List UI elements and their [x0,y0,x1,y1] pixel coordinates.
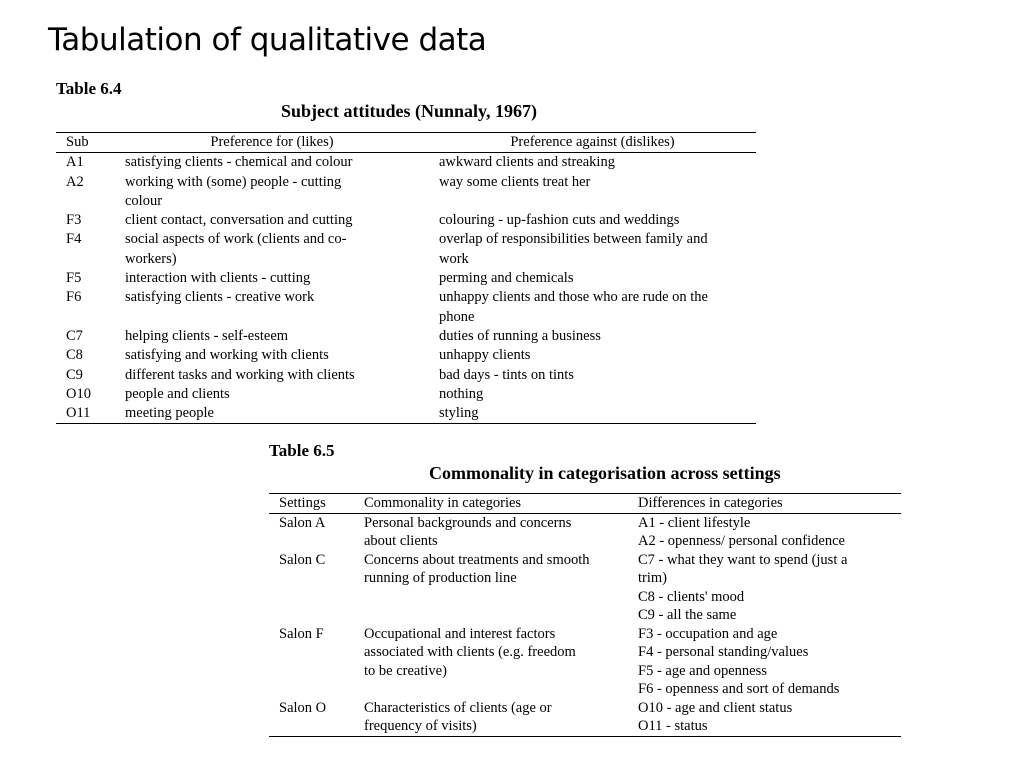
cell-line: A1 - client lifestyle [638,514,751,531]
cell-line: A2 [66,173,84,190]
cell-differences [628,551,901,625]
cell-line: styling [439,405,479,422]
cell-line: interaction with clients - cutting [125,270,311,287]
cell-line: duties of running a business [439,327,601,344]
cell-subject [56,346,115,365]
cell-line: nothing [439,385,484,402]
cell-line: C9 [66,366,83,383]
cell-line: to be creative) [364,662,447,679]
cell-preference-for [115,327,429,346]
table-row [56,173,756,212]
cell-commonality [354,625,628,699]
cell-line: phone [439,308,475,325]
cell-preference-against [429,230,756,269]
cell-line: C7 [66,327,83,344]
cell-line: satisfying clients - creative work [125,289,315,306]
cell-preference-against [429,288,756,327]
cell-line: Concerns about treatments and smooth [364,551,590,568]
cell-line: unhappy clients and those who are rude on the [439,289,708,306]
cell-line: satisfying clients - chemical and colour [125,154,353,171]
cell-line: different tasks and working with clients [125,366,355,383]
cell-line: running of production line [364,570,517,586]
cell-preference-for [115,153,429,173]
cell-line: working with (some) people - cutting [125,173,342,190]
cell-line: about clients [364,533,438,549]
cell-line: C7 - what they want to spend (just a [638,551,848,568]
cell-line: overlap of responsibilities between family and [439,231,708,248]
cell-preference-against [429,269,756,288]
table-6-4-body [56,153,756,424]
cell-preference-for [115,173,429,212]
cell-preference-for [115,269,429,288]
cell-preference-for [115,346,429,365]
header-sub: Sub [56,133,115,153]
cell-setting [269,513,354,551]
cell-line: F3 - occupation and age [638,625,778,642]
cell-line: colouring - up-fashion cuts and weddings [439,212,680,229]
cell-subject [56,288,115,327]
table-row [269,513,901,551]
cell-subject [56,327,115,346]
cell-commonality [354,513,628,551]
cell-preference-against [429,173,756,212]
cell-setting [269,699,354,737]
cell-preference-for [115,385,429,404]
cell-line: Characteristics of clients (age or [364,699,552,716]
cell-line: C9 - all the same [638,607,737,623]
cell-preference-for [115,230,429,269]
cell-line: workers) [125,250,177,267]
cell-differences [628,625,901,699]
cell-preference-against [429,211,756,230]
table-row [269,551,901,625]
cell-line: F4 - personal standing/values [638,644,809,660]
cell-subject [56,211,115,230]
table-row [56,153,756,173]
table-row [56,327,756,346]
cell-differences [628,513,901,551]
cell-line: colour [125,192,163,209]
cell-preference-against [429,153,756,173]
table-row [56,404,756,424]
cell-line: A2 - openness/ personal confidence [638,533,845,549]
cell-subject [56,173,115,212]
cell-subject [56,269,115,288]
table-row [56,366,756,385]
cell-line: C8 [66,347,83,364]
cell-preference-against [429,404,756,424]
cell-subject [56,153,115,173]
table-row [269,625,901,699]
cell-commonality [354,551,628,625]
table-6-5 [269,493,901,737]
cell-setting [269,551,354,625]
cell-line: F6 [66,289,82,306]
cell-line: Salon C [279,551,326,568]
cell-subject [56,404,115,424]
header-commonality: Commonality in categories [354,494,628,514]
table-6-4-label: Table 6.4 [56,79,122,98]
cell-preference-for [115,288,429,327]
cell-preference-for [115,366,429,385]
cell-line: Salon A [279,514,326,531]
cell-line: Occupational and interest factors [364,625,556,642]
table-row [56,269,756,288]
cell-preference-against [429,346,756,365]
table-row [269,699,901,737]
cell-line: Salon F [279,625,324,642]
table-6-5-caption: Commonality in categorisation across settings [429,463,781,483]
cell-line: F4 [66,231,82,248]
table-row [56,288,756,327]
header-settings: Settings [269,494,354,514]
cell-subject [56,366,115,385]
table-6-4-caption: Subject attitudes (Nunnaly, 1967) [281,101,538,121]
cell-line: client contact, conversation and cutting [125,212,353,229]
table-row [56,211,756,230]
table-header-row [56,133,756,153]
table-row [56,230,756,269]
cell-line: helping clients - self-esteem [125,327,289,344]
table-header-row [269,494,901,514]
cell-line: way some clients treat her [439,173,591,190]
cell-line: F6 - openness and sort of demands [638,681,840,697]
cell-line: trim) [638,570,667,586]
cell-line: Personal backgrounds and concerns [364,514,572,531]
table-6-4 [56,132,756,424]
cell-line: people and clients [125,385,230,402]
cell-line: perming and chemicals [439,270,574,287]
cell-line: O10 - age and client status [638,699,793,716]
header-differences: Differences in categories [628,494,901,514]
cell-commonality [354,699,628,737]
cell-preference-against [429,366,756,385]
cell-line: satisfying and working with clients [125,347,329,364]
cell-line: A1 [66,154,84,171]
cell-line: F3 [66,212,82,229]
cell-line: meeting people [125,405,214,422]
cell-line: associated with clients (e.g. freedom [364,644,576,660]
header-preference-against: Preference against (dislikes) [429,133,756,153]
cell-line: work [439,250,469,267]
cell-preference-against [429,385,756,404]
cell-line: awkward clients and streaking [439,154,615,171]
slide-title: Tabulation of qualitative data [48,22,487,58]
table-row [56,346,756,365]
cell-setting [269,625,354,699]
table-6-5-label: Table 6.5 [269,441,335,460]
cell-subject [56,230,115,269]
cell-preference-for [115,211,429,230]
header-preference-for: Preference for (likes) [115,133,429,153]
table-row [56,385,756,404]
cell-subject [56,385,115,404]
cell-preference-for [115,404,429,424]
cell-line: social aspects of work (clients and co- [125,231,347,248]
cell-preference-against [429,327,756,346]
cell-line: C8 - clients' mood [638,588,745,605]
cell-line: Salon O [279,699,327,716]
cell-line: O10 [66,385,91,402]
table-6-5-body [269,513,901,736]
cell-line: F5 - age and openness [638,662,767,679]
cell-line: F5 [66,270,82,287]
cell-line: bad days - tints on tints [439,366,574,383]
cell-line: O11 - status [638,718,708,734]
cell-line: unhappy clients [439,347,531,364]
cell-line: frequency of visits) [364,718,477,734]
cell-line: O11 [66,405,91,422]
cell-differences [628,699,901,737]
